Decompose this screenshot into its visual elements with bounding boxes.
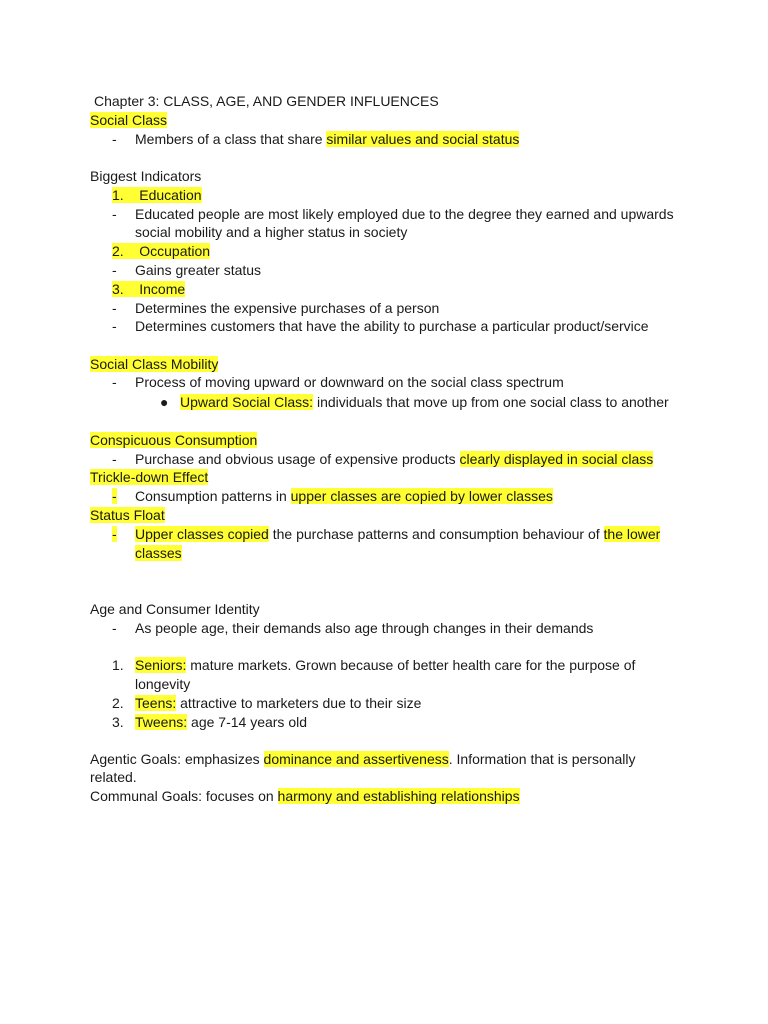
social-class-item: Members of a class that share similar values and social status: [135, 131, 520, 147]
indicators-heading: Biggest Indicators: [90, 168, 202, 184]
income-text: Determines the expensive purchases of a person: [135, 300, 440, 316]
mobility-text: Process of moving upward or downward on the social class spectrum: [135, 374, 564, 390]
list-dash: -: [112, 488, 117, 504]
list-dash: -: [112, 451, 117, 467]
chapter-title: Chapter 3: CLASS, AGE, AND GENDER INFLUENCES: [94, 93, 439, 109]
mobility-bullet-item: Upward Social Class: individuals that move up from one social class to another: [180, 394, 669, 410]
list-dash: -: [112, 620, 117, 636]
trickle-text: Consumption patterns in upper classes are copied by lower classes: [135, 488, 553, 504]
list-dash: -: [112, 374, 117, 390]
agentic-goals: Agentic Goals: emphasizes dominance and assertiveness. Information that is personally: [90, 751, 636, 767]
mobility-heading: Social Class Mobility: [90, 356, 219, 372]
age-text: As people age, their demands also age through changes in their demands: [135, 620, 594, 636]
education-text-cont: social mobility and a higher status in society: [135, 224, 408, 240]
teens-item: Teens: attractive to marketers due to their size: [135, 695, 422, 711]
list-dash: -: [112, 206, 117, 222]
communal-goals: Communal Goals: focuses on harmony and establishing relationships: [90, 788, 520, 804]
occupation-text: Gains greater status: [135, 262, 262, 278]
list-number: 2.: [112, 695, 124, 711]
status-float-heading: Status Float: [90, 507, 165, 523]
bullet-icon: ●: [160, 394, 169, 410]
list-dash: -: [112, 526, 117, 542]
list-dash: -: [112, 300, 117, 316]
list-item: 1. Education: [112, 187, 202, 203]
education-text: Educated people are most likely employed due to the degree they earned and upwards: [135, 206, 674, 222]
list-dash: -: [112, 131, 117, 147]
list-number: 3.: [112, 714, 124, 730]
status-float-text: Upper classes copied the purchase patterns and consumption behaviour of the lower: [135, 526, 661, 542]
list-item: 2. Occupation: [112, 243, 211, 259]
trickle-heading: Trickle-down Effect: [90, 469, 209, 485]
seniors-item-cont: longevity: [135, 676, 191, 692]
status-float-text-cont: classes: [135, 545, 182, 561]
seniors-item: Seniors: mature markets. Grown because of better health care for the purpose of: [135, 657, 636, 673]
list-dash: -: [112, 318, 117, 334]
age-heading: Age and Consumer Identity: [90, 601, 260, 617]
tweens-item: Tweens: age 7-14 years old: [135, 714, 307, 730]
social-class-heading: Social Class: [90, 112, 168, 128]
list-item: 3. Income: [112, 281, 186, 297]
conspicuous-heading: Conspicuous Consumption: [90, 432, 258, 448]
conspicuous-text: Purchase and obvious usage of expensive products clearly displayed in social class: [135, 451, 654, 467]
income-text-2: Determines customers that have the ability to purchase a particular product/service: [135, 318, 649, 334]
agentic-goals-cont: related.: [90, 769, 137, 785]
list-number: 1.: [112, 657, 124, 673]
list-dash: -: [112, 262, 117, 278]
